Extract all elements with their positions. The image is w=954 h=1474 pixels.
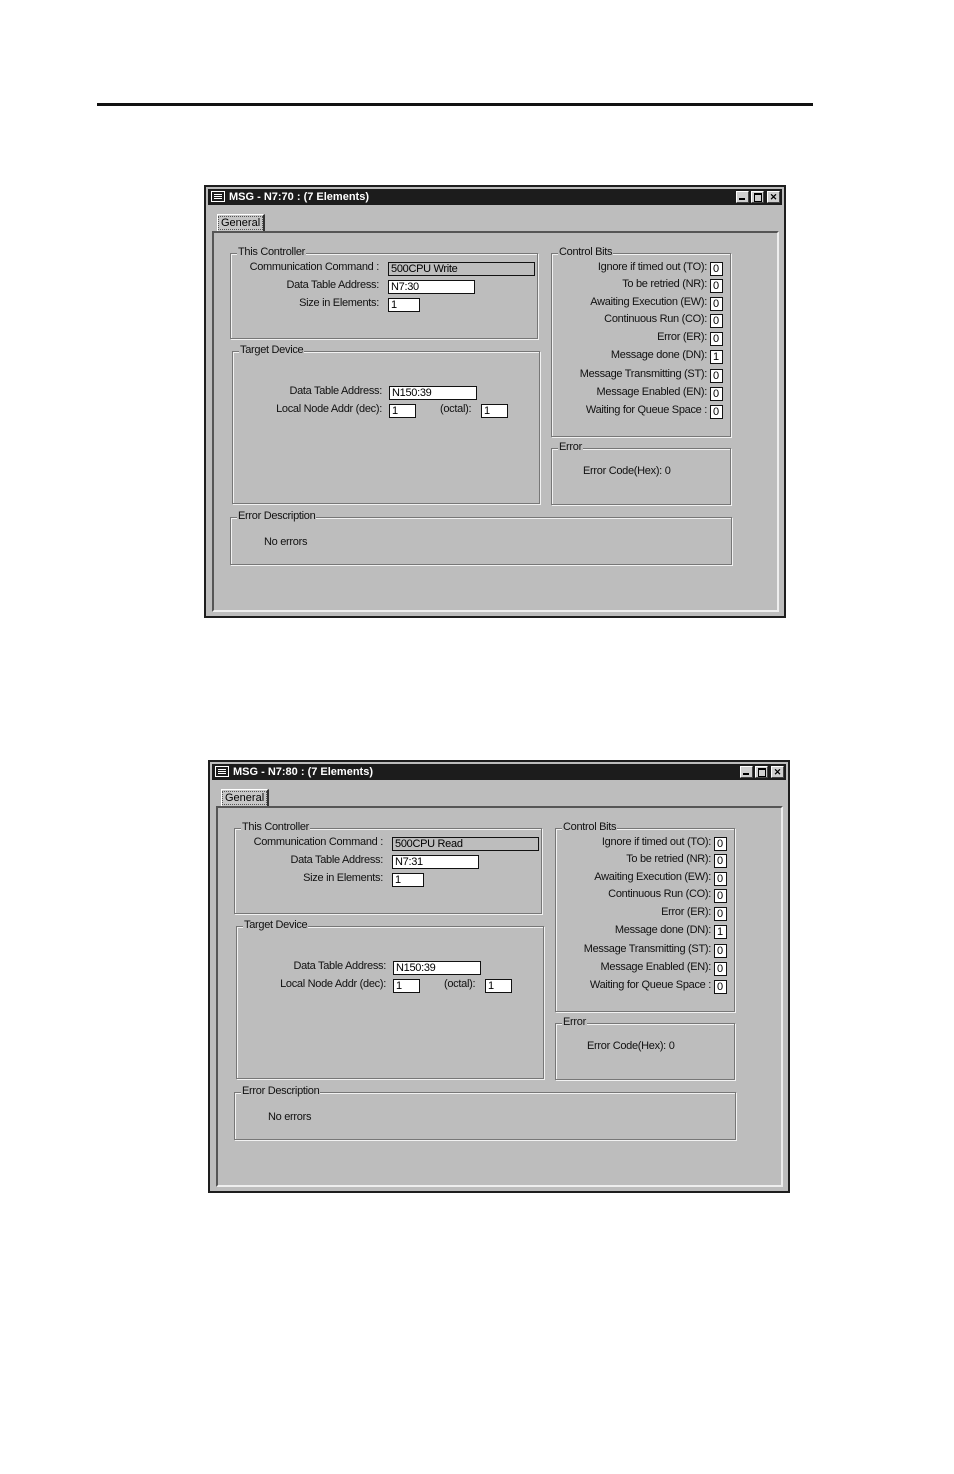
error-code-text: Error Code(Hex): 0 [587, 1040, 675, 1052]
controller-dta-field[interactable]: N7:31 [392, 855, 479, 869]
error-description-text: No errors [268, 1111, 312, 1123]
control-bits-legend: Control Bits [563, 821, 617, 833]
error-description-legend: Error Description [242, 1085, 320, 1097]
local-node-field[interactable]: 1 [389, 404, 416, 418]
local-node-field[interactable]: 1 [393, 979, 420, 993]
error-code-text: Error Code(Hex): 0 [583, 465, 671, 477]
minimize-button[interactable] [736, 191, 749, 203]
this-controller-group [234, 821, 542, 914]
tab-general-label: General [218, 216, 263, 230]
control-bit-value[interactable]: 1 [710, 350, 723, 364]
control-bits-legend: Control Bits [559, 246, 613, 258]
controller-dta-field[interactable]: N7:30 [388, 280, 475, 294]
window-title: MSG - N7:70 : (7 Elements) [229, 191, 369, 203]
target-device-legend: Target Device [240, 344, 304, 356]
control-bit-label: To be retried (NR): [626, 853, 711, 865]
close-button[interactable]: ✕ [771, 766, 784, 778]
error-description-group [234, 1085, 736, 1140]
control-bit-label: Awaiting Execution (EW): [594, 871, 711, 883]
title-bar[interactable] [212, 764, 786, 780]
target-dta-field[interactable]: N150:39 [393, 961, 481, 975]
close-button[interactable]: ✕ [767, 191, 780, 203]
octal-label: (octal): [444, 978, 476, 990]
top-rule [97, 103, 813, 106]
error-group [555, 1016, 735, 1080]
msg-dialog-2 [208, 760, 790, 1193]
control-bit-label: To be retried (NR): [622, 278, 707, 290]
control-bit-value[interactable]: 0 [710, 387, 723, 401]
control-bit-value[interactable]: 0 [710, 314, 723, 328]
control-bit-value[interactable]: 0 [710, 369, 723, 383]
control-bits-group [555, 821, 735, 1012]
control-bit-label: Error (ER): [661, 906, 711, 918]
size-field[interactable]: 1 [392, 873, 424, 887]
control-bit-value[interactable]: 0 [714, 907, 727, 921]
control-bit-value[interactable]: 0 [714, 872, 727, 886]
control-bit-value[interactable]: 0 [710, 405, 723, 419]
control-bit-value[interactable]: 0 [710, 279, 723, 293]
general-panel [212, 231, 779, 612]
control-bit-label: Ignore if timed out (TO): [601, 836, 711, 848]
comm-command-label: Communication Command : [253, 836, 383, 848]
control-bits-group [551, 246, 731, 437]
control-bit-label: Message Enabled (EN): [596, 386, 707, 398]
control-bit-value[interactable]: 0 [710, 332, 723, 346]
this-controller-legend: This Controller [242, 821, 310, 833]
control-bit-label: Continuous Run (CO): [608, 888, 711, 900]
target-device-legend: Target Device [244, 919, 308, 931]
minimize-button[interactable] [740, 766, 753, 778]
local-node-label: Local Node Addr (dec): [280, 978, 386, 990]
size-label: Size in Elements: [299, 297, 379, 309]
octal-field[interactable]: 1 [485, 979, 512, 993]
app-icon[interactable] [211, 191, 225, 202]
this-controller-group [230, 246, 538, 339]
comm-command-label: Communication Command : [249, 261, 379, 273]
tab-general[interactable] [221, 789, 269, 806]
control-bit-value[interactable]: 0 [710, 262, 723, 276]
target-device-group [236, 919, 544, 1079]
control-bit-label: Awaiting Execution (EW): [590, 296, 707, 308]
control-bit-value[interactable]: 0 [714, 944, 727, 958]
control-bit-value[interactable]: 0 [714, 854, 727, 868]
app-icon[interactable] [215, 766, 229, 777]
comm-command-field[interactable]: 500CPU Read [392, 837, 539, 851]
control-bit-value[interactable]: 0 [714, 980, 727, 994]
control-bit-value[interactable]: 1 [714, 925, 727, 939]
control-bit-value[interactable]: 0 [714, 837, 727, 851]
maximize-button[interactable] [755, 766, 768, 778]
controller-dta-label: Data Table Address: [290, 854, 383, 866]
control-bit-label: Error (ER): [657, 331, 707, 343]
target-dta-label: Data Table Address: [293, 960, 386, 972]
control-bit-label: Waiting for Queue Space : [589, 979, 711, 991]
error-group [551, 441, 731, 505]
control-bit-label: Waiting for Queue Space : [585, 404, 707, 416]
this-controller-legend: This Controller [238, 246, 306, 258]
error-description-legend: Error Description [238, 510, 316, 522]
control-bit-label: Continuous Run (CO): [604, 313, 707, 325]
error-description-text: No errors [264, 536, 308, 548]
octal-field[interactable]: 1 [481, 404, 508, 418]
error-legend: Error [559, 441, 582, 453]
general-panel [216, 806, 783, 1187]
control-bit-label: Message Transmitting (ST): [579, 368, 707, 380]
control-bit-label: Message Transmitting (ST): [583, 943, 711, 955]
target-dta-label: Data Table Address: [289, 385, 382, 397]
maximize-button[interactable] [751, 191, 764, 203]
control-bit-label: Message done (DN): [614, 924, 711, 936]
target-dta-field[interactable]: N150:39 [389, 386, 477, 400]
error-legend: Error [563, 1016, 586, 1028]
target-device-group [232, 344, 540, 504]
control-bit-value[interactable]: 0 [714, 962, 727, 976]
window-title: MSG - N7:80 : (7 Elements) [233, 766, 373, 778]
title-bar[interactable] [208, 189, 782, 205]
tab-general-label: General [222, 791, 267, 805]
control-bit-label: Message done (DN): [610, 349, 707, 361]
control-bit-label: Ignore if timed out (TO): [597, 261, 707, 273]
octal-label: (octal): [440, 403, 472, 415]
comm-command-field[interactable]: 500CPU Write [388, 262, 535, 276]
size-field[interactable]: 1 [388, 298, 420, 312]
local-node-label: Local Node Addr (dec): [276, 403, 382, 415]
control-bit-value[interactable]: 0 [710, 297, 723, 311]
error-description-group [230, 510, 732, 565]
control-bit-label: Message Enabled (EN): [600, 961, 711, 973]
tab-general[interactable] [217, 214, 265, 231]
control-bit-value[interactable]: 0 [714, 889, 727, 903]
msg-dialog-1 [204, 185, 786, 618]
controller-dta-label: Data Table Address: [286, 279, 379, 291]
size-label: Size in Elements: [303, 872, 383, 884]
